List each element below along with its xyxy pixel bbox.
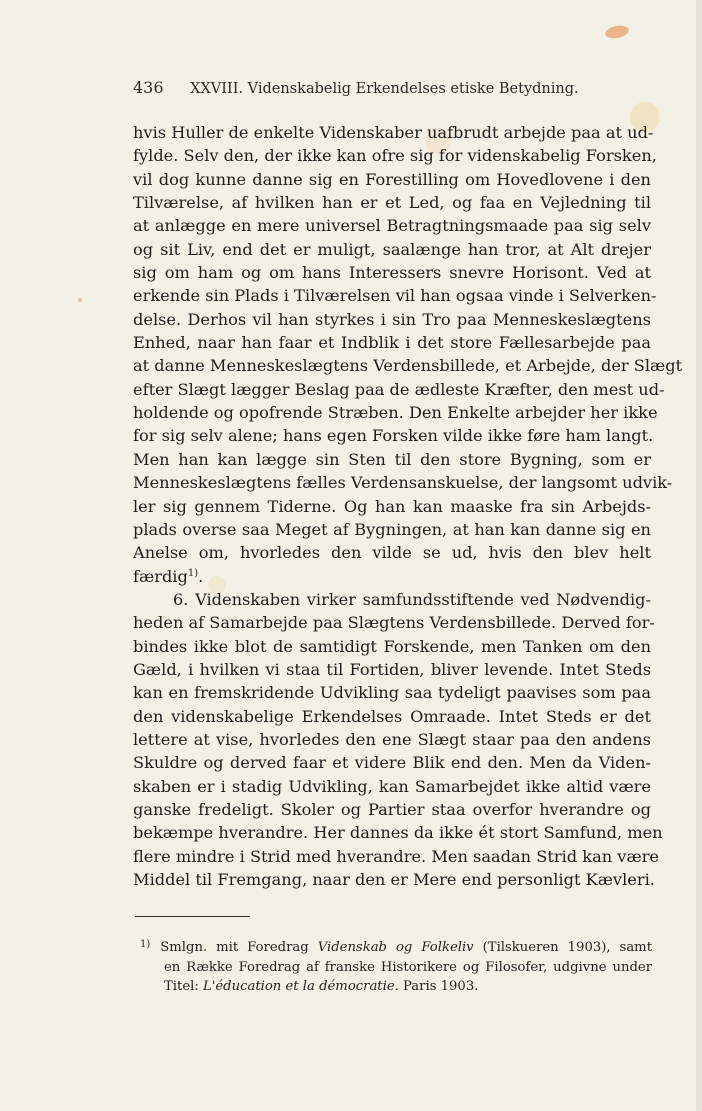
footnote-text: (Tilskueren 1903), samt <box>482 940 652 955</box>
footnote-reference[interactable]: 1) <box>187 567 199 579</box>
text-line: plads overse saa Meget af Bygningen, at han kan danne sig en <box>133 519 651 539</box>
footnote-text: Paris 1903. <box>403 979 479 994</box>
footnote-line <box>140 977 652 997</box>
text-line: og sit Liv, end det er muligt, saalænge han tror, at Alt drejer <box>133 239 651 259</box>
text-line: ganske fredeligt. Skoler og Partier staa overfor hverandre og <box>133 799 651 819</box>
text-line-last <box>133 565 651 588</box>
text-line-last: Middel til Fremgang, naar den er Mere end personligt Kævleri. <box>133 870 655 889</box>
text-line: efter Slægt lægger Beslag paa de ædleste Kræfter, den mest ud- <box>133 379 665 399</box>
footnote-divider <box>135 916 250 917</box>
running-title: XXVIII. Videnskabelig Erkendelses etiske Betydning. <box>190 81 579 97</box>
body-text <box>133 121 683 891</box>
footnote-title: L'éducation et la démocratie. <box>202 979 399 994</box>
text-line: bindes ikke blot de samtidigt Forskende, men Tanken om den <box>133 636 651 656</box>
footnote-line <box>140 935 652 958</box>
text-line: Skuldre og derved faar et videre Blik end den. Men da Viden- <box>133 753 651 773</box>
text-line: Menneskeslægtens fælles Verdensanskuelse, der langsomt udvik- <box>133 473 673 493</box>
footnote-title: Videnskab og Folkeliv <box>317 940 474 955</box>
text-line: fylde. Selv den, der ikke kan ofre sig for videnskabelig Forsken, <box>133 146 657 166</box>
text-line: skaben er i stadig Udvikling, kan Samarbejdet ikke altid være <box>133 776 651 796</box>
text-line: den videnskabelige Erkendelses Omraade. Intet Steds er det <box>133 706 651 726</box>
footnote-prefix: Smlgn. mit Foredrag <box>160 940 309 955</box>
running-header <box>133 78 653 97</box>
text-line: at anlægge en mere universel Betragtningsmaade paa sig selv <box>133 216 651 236</box>
page-number: 436 <box>133 78 164 97</box>
text-line: hvis Huller de enkelte Videnskaber uafbrudt arbejde paa at ud- <box>133 123 654 142</box>
text-line: kan en fremskridende Udvikling saa tydeligt paavises som paa <box>133 683 651 703</box>
text-line: Anelse om, hvorledes den vilde se ud, hvis den blev helt <box>133 543 651 563</box>
text-line: flere mindre i Strid med hverandre. Men saadan Strid kan være <box>133 846 659 866</box>
last-line-word: færdig <box>133 566 188 586</box>
text-line: sig om ham og om hans Interessers snevre Horisont. Ved at <box>133 263 651 283</box>
text-line: at danne Menneskeslægtens Verdensbillede, et Arbejde, der Slægt <box>133 356 683 376</box>
text-line: ler sig gennem Tiderne. Og han kan maaske fra sin Arbejds- <box>133 496 651 516</box>
text-line: delse. Derhos vil han styrkes i sin Tro paa Menneskeslægtens <box>133 309 651 329</box>
text-line: Men han kan lægge sin Sten til den store Bygning, som er <box>133 449 651 469</box>
text-line: Tilværelse, af hvilken han er et Led, og faa en Vejledning til <box>133 193 651 213</box>
footnote-line: en Række Foredrag af franske Historikere og Filosofer, udgivne under <box>164 959 652 975</box>
stain-mark <box>78 298 82 302</box>
page-edge <box>696 0 702 1111</box>
last-line-end: . <box>198 566 204 586</box>
footnote-text: Titel: <box>164 979 199 994</box>
text-line: vil dog kunne danne sig en Forestilling om Hovedlovene i den <box>133 169 651 189</box>
footnote-mark: 1) <box>140 939 151 950</box>
text-line: lettere at vise, hvorledes den ene Slægt staar paa den andens <box>133 729 651 749</box>
stain-mark <box>604 24 630 41</box>
text-line: erkende sin Plads i Tilværelsen vil han ogsaa vinde i Selverken- <box>133 286 657 306</box>
section-6-first-line: 6. Videnskaben virker samfundsstiftende ved Nødvendig- <box>173 589 651 609</box>
text-line: for sig selv alene; hans egen Forsken vilde ikke føre ham langt. <box>133 426 654 446</box>
text-line: holdende og opofrende Stræben. Den Enkelte arbejder her ikke <box>133 403 658 423</box>
text-line: Gæld, i hvilken vi staa til Fortiden, bliver levende. Intet Steds <box>133 659 651 679</box>
text-line: Enhed, naar han faar et Indblik i det store Fællesarbejde paa <box>133 333 651 353</box>
footnote <box>140 935 652 997</box>
text-line: heden af Samarbejde paa Slægtens Verdensbillede. Derved for- <box>133 613 655 633</box>
text-line: bekæmpe hverandre. Her dannes da ikke ét stort Samfund, men <box>133 823 663 843</box>
